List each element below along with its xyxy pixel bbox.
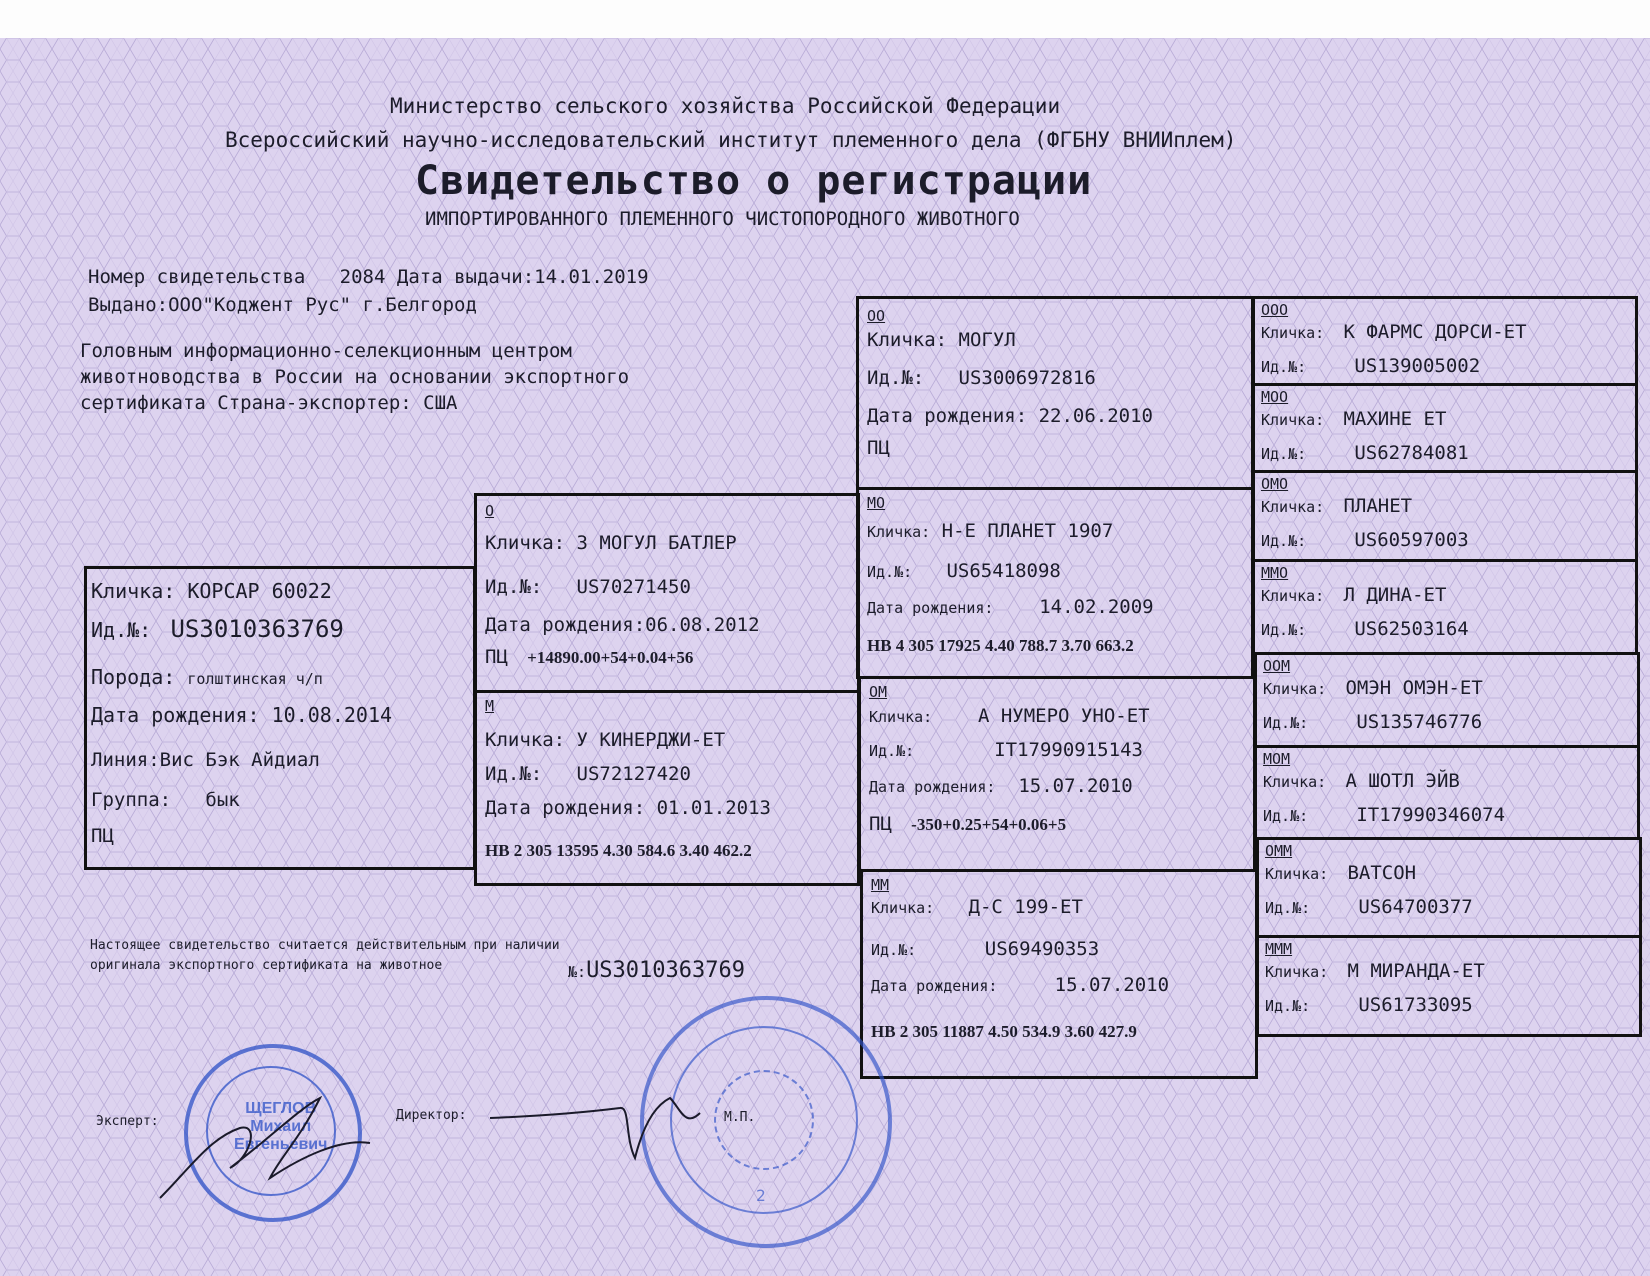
ggp-id-row [1263,711,1482,733]
father-pc: +14890.00+54+0.04+56 [527,648,694,667]
mo-dob: 14.02.2009 [1039,596,1154,618]
expert-signature [150,1068,380,1218]
issued-to: ООО"Коджент Рус" г.Белгород [168,294,477,316]
ggp-id: US135746776 [1356,711,1483,733]
mother-hb: НВ 2 305 13595 4.30 584.6 3.40 462.2 [485,841,752,860]
ggp-id-label: Ид.№: [1265,899,1311,917]
ggp-code: МОМ [1263,750,1291,768]
ggp-name: М МИРАНДА-ЕТ [1347,960,1485,982]
mp-label: М.П. [724,1110,756,1125]
ggp-name-row [1261,408,1446,430]
document-subtitle: ИМПОРТИРОВАННОГО ПЛЕМЕННОГО ЧИСТОПОРОДНОГО ЖИВОТНОГО [425,208,1020,230]
ggp-id-row [1261,529,1469,551]
basis-line-3: сертификата Страна-экспортер: США [80,392,458,414]
ggp-name-row [1263,770,1460,792]
mo-dob-label: Дата рождения: [867,599,994,617]
ggp-id-label: Ид.№: [1261,445,1307,463]
ggp-name: ОМЭН ОМЭН-ЕТ [1345,677,1483,699]
ggp-box-1 [1252,383,1638,473]
ggp-name-label: Кличка: [1265,963,1329,981]
ggp-id-label: Ид.№: [1261,358,1307,376]
mo-name: Н-Е ПЛАНЕТ 1907 [941,520,1114,542]
ggp-name-label: Кличка: [1263,680,1327,698]
ggp-name-row [1261,321,1527,343]
mother-name-label: Кличка: [485,729,566,751]
mo-box [856,487,1254,679]
ggp-box-5 [1254,745,1640,840]
om-pc: -350+0.25+54+0.06+5 [911,815,1067,834]
mo-id: US65418098 [946,560,1061,582]
certificate-number: 2084 [339,266,386,288]
oo-dob-label: Дата рождения: [867,405,1028,427]
ggp-name-label: Кличка: [1261,587,1325,605]
oo-box [856,296,1254,490]
issued-to-label: Выдано: [88,294,169,316]
certificate-number-label: Номер свидетельства [88,266,306,288]
issue-date-label: Дата выдачи: [396,266,535,288]
om-id-row [869,739,1143,761]
animal-breed: голштинская ч/п [187,670,323,688]
mo-id-label: Ид.№: [867,563,913,581]
ggp-code: ООМ [1263,657,1291,675]
mother-dob: 01.01.2013 [656,797,771,819]
mother-box [474,690,860,886]
father-pc-row [485,646,693,668]
oo-name-row [867,329,1016,351]
animal-dob-label: Дата рождения: [91,703,260,727]
father-box [474,493,860,693]
validity-id: US3010363769 [586,958,746,983]
institute-heading: Всероссийский научно-исследовательский институт племенного дела (ФГБНУ ВНИИплем) [225,128,1237,152]
ggp-id: US61733095 [1358,994,1473,1016]
ggp-box-3 [1252,559,1638,655]
ggp-id-label: Ид.№: [1263,807,1309,825]
father-name: З МОГУЛ БАТЛЕР [576,532,737,554]
ggp-name: А ШОТЛ ЭЙВ [1345,770,1460,792]
ggp-id-row [1265,896,1473,918]
om-name-row [869,705,1150,727]
mother-code: М [485,697,495,715]
mm-id: US69490353 [984,938,1100,960]
animal-line-label: Линия: [91,749,160,771]
ggp-name: К ФАРМС ДОРСИ-ЕТ [1343,321,1527,343]
mo-name-row [867,520,1113,542]
mo-id-row [867,560,1061,582]
ggp-name: МАХИНЕ ЕТ [1343,408,1447,430]
director-label: Директор: [396,1108,467,1123]
oo-id: US3006972816 [958,367,1096,389]
mo-name-label: Кличка: [867,523,931,541]
mm-dob-label: Дата рождения: [871,977,998,995]
mother-id: US72127420 [576,763,691,785]
stamp-name: ЩЕГЛОВ Михаил Евгеньевич [234,1100,328,1153]
ggp-id-label: Ид.№: [1263,714,1309,732]
animal-group-row [91,789,240,811]
issue-date: 14.01.2019 [534,266,649,288]
ggp-name-row [1261,584,1446,606]
document-title: Свидетельство о регистрации [415,158,1093,204]
ggp-box-4 [1254,652,1640,748]
ggp-name-row [1261,495,1412,517]
mm-code: ММ [871,876,890,894]
ggp-name-label: Кличка: [1261,411,1325,429]
animal-group-label: Группа: [91,789,172,811]
ggp-id-row [1261,355,1480,377]
om-id-label: Ид.№: [869,742,915,760]
ggp-name: Л ДИНА-ЕТ [1343,584,1447,606]
om-dob-row [869,775,1133,797]
ggp-name-label: Кличка: [1265,865,1329,883]
ggp-id: US62503164 [1354,618,1469,640]
ggp-id-row [1265,994,1473,1016]
mm-id-row [871,938,1099,960]
om-dob: 15.07.2010 [1018,775,1133,797]
animal-box [84,566,476,870]
ggp-name-label: Кличка: [1261,324,1325,342]
om-id: IT17990915143 [994,739,1143,761]
ggp-code: ММО [1261,564,1289,582]
ggp-id: US62784081 [1354,442,1469,464]
ggp-id: IT17990346074 [1356,804,1506,826]
om-code: ОМ [869,683,888,701]
ggp-code: МММ [1265,940,1293,958]
animal-dob: 10.08.2014 [271,703,393,727]
validity-line-2: оригинала экспортного сертификата на животное [90,958,443,973]
ggp-code: МОО [1261,388,1289,406]
ggp-name-row [1263,677,1483,699]
validity-id-row [568,958,745,983]
seal-number: 2 [756,1186,766,1205]
certificate-number-row [88,266,649,288]
oo-id-label: Ид.№: [867,367,925,389]
ggp-box-6 [1256,837,1642,938]
expert-label: Эксперт: [96,1114,159,1129]
ggp-name: ВАТСОН [1347,862,1417,884]
oo-dob-row [867,405,1153,427]
mo-code: МО [867,494,886,512]
oo-id-row [867,367,1096,389]
father-name-label: Кличка: [485,532,566,554]
mother-id-row [485,763,691,785]
om-name: А НУМЕРО УНО-ЕТ [977,705,1150,727]
om-pc-row [869,813,1066,835]
father-id-label: Ид.№: [485,576,543,598]
ggp-name-row [1265,862,1416,884]
ggp-box-0 [1252,296,1638,386]
ggp-name: ПЛАНЕТ [1343,495,1413,517]
oo-dob: 22.06.2010 [1038,405,1153,427]
ggp-code: ОМО [1261,475,1289,493]
mm-name-row [871,896,1083,918]
ggp-name-label: Кличка: [1261,498,1325,516]
mm-name: Д-С 199-ЕТ [968,896,1083,918]
mm-dob: 15.07.2010 [1054,974,1170,996]
certificate-paper [0,38,1650,1276]
father-id-row [485,576,691,598]
basis-line-2: животноводства в России на основании экспортного [80,366,630,388]
mo-dob-row [867,596,1154,618]
ggp-id-label: Ид.№: [1261,621,1307,639]
mother-dob-label: Дата рождения: [485,797,646,819]
animal-line: Вис Бэк Айдиал [159,749,320,771]
father-code: О [485,502,495,520]
animal-name-row [91,579,332,603]
ggp-box-2 [1252,470,1638,562]
mm-box [860,869,1258,1079]
father-pc-label: ПЦ [485,646,508,668]
animal-id-label: Ид.№: [91,618,152,642]
animal-id-row [91,615,344,643]
animal-name: КОРСАР 60022 [187,579,332,603]
basis-line-1: Головным информационно-селекционным центром [80,340,572,362]
om-box [858,676,1256,872]
mm-id-label: Ид.№: [871,941,917,959]
om-pc-label: ПЦ [869,813,892,835]
ggp-id-row [1261,442,1469,464]
mm-name-label: Кличка: [871,899,935,917]
animal-breed-row [91,665,323,689]
ggp-id-label: Ид.№: [1261,532,1307,550]
animal-breed-label: Порода: [91,665,176,689]
animal-name-label: Кличка: [91,579,176,603]
mm-dob-row [871,974,1169,996]
father-dob-row [485,614,760,636]
ggp-id-row [1261,618,1469,640]
mm-hb: НВ 2 305 11887 4.50 534.9 3.60 427.9 [871,1022,1137,1041]
father-id: US70271450 [576,576,691,598]
oo-code: ОО [867,307,886,325]
om-name-label: Кличка: [869,708,933,726]
ggp-box-7 [1256,935,1642,1037]
ggp-id-label: Ид.№: [1265,997,1311,1015]
animal-pc-label: ПЦ [91,825,114,847]
father-name-row [485,532,737,554]
validity-line-1: Настоящее свидетельство считается действительным при наличии [90,938,560,953]
animal-id: US3010363769 [170,615,344,643]
ggp-code: ОММ [1265,842,1293,860]
animal-line-row [91,749,320,771]
om-dob-label: Дата рождения: [869,778,996,796]
oo-pc-label: ПЦ [867,437,890,459]
mother-name: У КИНЕРДЖИ-ЕТ [576,729,726,751]
animal-group: бык [205,789,240,811]
ministry-heading: Министерство сельского хозяйства Российской Федерации [390,94,1061,118]
oo-name-label: Кличка: [867,329,948,351]
father-dob-label: Дата рождения: [485,614,646,636]
validity-num-sign: №: [568,963,587,981]
ggp-id: US139005002 [1354,355,1481,377]
ggp-id: US64700377 [1358,896,1473,918]
ggp-id-row [1263,804,1505,826]
ggp-name-row [1265,960,1485,982]
mo-hb: НВ 4 305 17925 4.40 788.7 3.70 663.2 [867,636,1134,655]
father-dob: 06.08.2012 [645,614,760,636]
mother-id-label: Ид.№: [485,763,543,785]
mother-name-row [485,729,725,751]
ggp-code: ООО [1261,301,1289,319]
animal-dob-row [91,703,392,727]
ggp-name-label: Кличка: [1263,773,1327,791]
ggp-id: US60597003 [1354,529,1469,551]
oo-name: МОГУЛ [958,329,1016,351]
mother-dob-row [485,797,771,819]
director-signature [480,1078,720,1178]
issued-to-row [88,294,477,316]
